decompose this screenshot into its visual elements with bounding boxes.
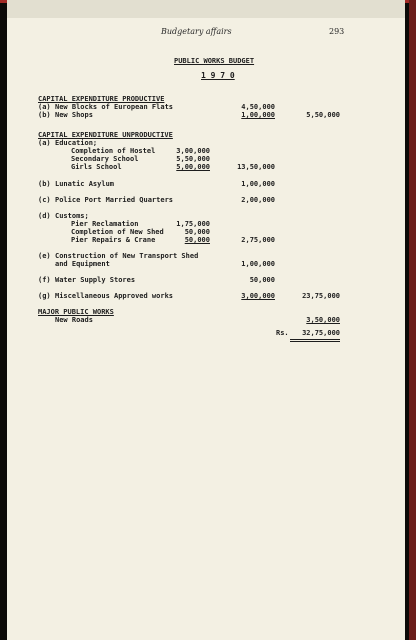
sub-item-label: Completion of New Shed — [71, 228, 164, 236]
running-title: Budgetary affairs — [161, 27, 232, 36]
budget-year: 1 9 7 0 — [201, 71, 235, 80]
red-book-spine — [409, 0, 416, 640]
item-amount: 3,50,000 — [306, 316, 340, 324]
sub-item-label: Girls School — [71, 163, 122, 171]
page-number: 293 — [329, 27, 345, 36]
sub-item-label: Pier Repairs & Crane — [71, 236, 156, 244]
item-subtotal: 13,50,000 — [237, 163, 275, 171]
item-amount: 3,00,000 — [241, 292, 275, 300]
item-mark: (c) — [38, 196, 51, 204]
item-mark: (a) — [38, 139, 51, 147]
section-total: 23,75,000 — [302, 292, 340, 300]
section-total: 5,50,000 — [306, 111, 340, 119]
document-title: PUBLIC WORKS BUDGET — [174, 57, 255, 65]
sub-item-amount: 5,00,000 — [176, 163, 210, 171]
section-major-works-heading: MAJOR PUBLIC WORKS — [38, 308, 114, 316]
section-unproductive-heading: CAPITAL EXPENDITURE UNPRODUCTIVE — [38, 131, 173, 139]
item-label-continued: and Equipment — [55, 260, 110, 268]
item-label: Customs; — [55, 212, 89, 220]
item-amount: 50,000 — [249, 276, 275, 284]
item-mark: (a) — [38, 103, 51, 111]
grand-total-amount: 32,75,000 — [302, 329, 340, 337]
item-subtotal: 2,75,000 — [241, 236, 275, 244]
item-label: Water Supply Stores — [55, 276, 136, 284]
item-amount: 2,00,000 — [241, 196, 275, 204]
item-label: Construction of New Transport Shed — [55, 252, 199, 260]
double-rule — [290, 341, 340, 342]
item-amount: 4,50,000 — [241, 103, 275, 111]
section-productive-heading: CAPITAL EXPENDITURE PRODUCTIVE — [38, 95, 165, 103]
item-label: New Roads — [55, 316, 93, 324]
sub-item-amount: 3,00,000 — [176, 147, 210, 155]
item-label: Police Port Married Quarters — [55, 196, 174, 204]
double-rule — [290, 339, 340, 340]
sub-item-label: Pier Reclamation — [71, 220, 139, 228]
item-label: New Blocks of European Flats — [55, 103, 174, 111]
item-label: Education; — [55, 139, 98, 147]
sub-item-label: Secondary School — [71, 155, 139, 163]
item-amount: 1,00,000 — [241, 260, 275, 268]
document-page — [7, 0, 405, 640]
sub-item-amount: 5,50,000 — [176, 155, 210, 163]
grand-total-label: Rs. — [276, 329, 289, 337]
page-top-strip — [7, 0, 405, 18]
sub-item-amount: 50,000 — [184, 236, 210, 244]
item-mark: (b) — [38, 111, 51, 119]
item-amount: 1,00,000 — [241, 111, 275, 119]
item-mark: (e) — [38, 252, 51, 260]
item-label: Lunatic Asylum — [55, 180, 115, 188]
item-label: Miscellaneous Approved works — [55, 292, 174, 300]
sub-item-amount: 1,75,000 — [176, 220, 210, 228]
item-amount: 1,00,000 — [241, 180, 275, 188]
item-mark: (g) — [38, 292, 51, 300]
sub-item-amount: 50,000 — [184, 228, 210, 236]
item-mark: (d) — [38, 212, 51, 220]
item-mark: (b) — [38, 180, 51, 188]
item-mark: (f) — [38, 276, 51, 284]
item-label: New Shops — [55, 111, 93, 119]
sub-item-label: Completion of Hostel — [71, 147, 156, 155]
